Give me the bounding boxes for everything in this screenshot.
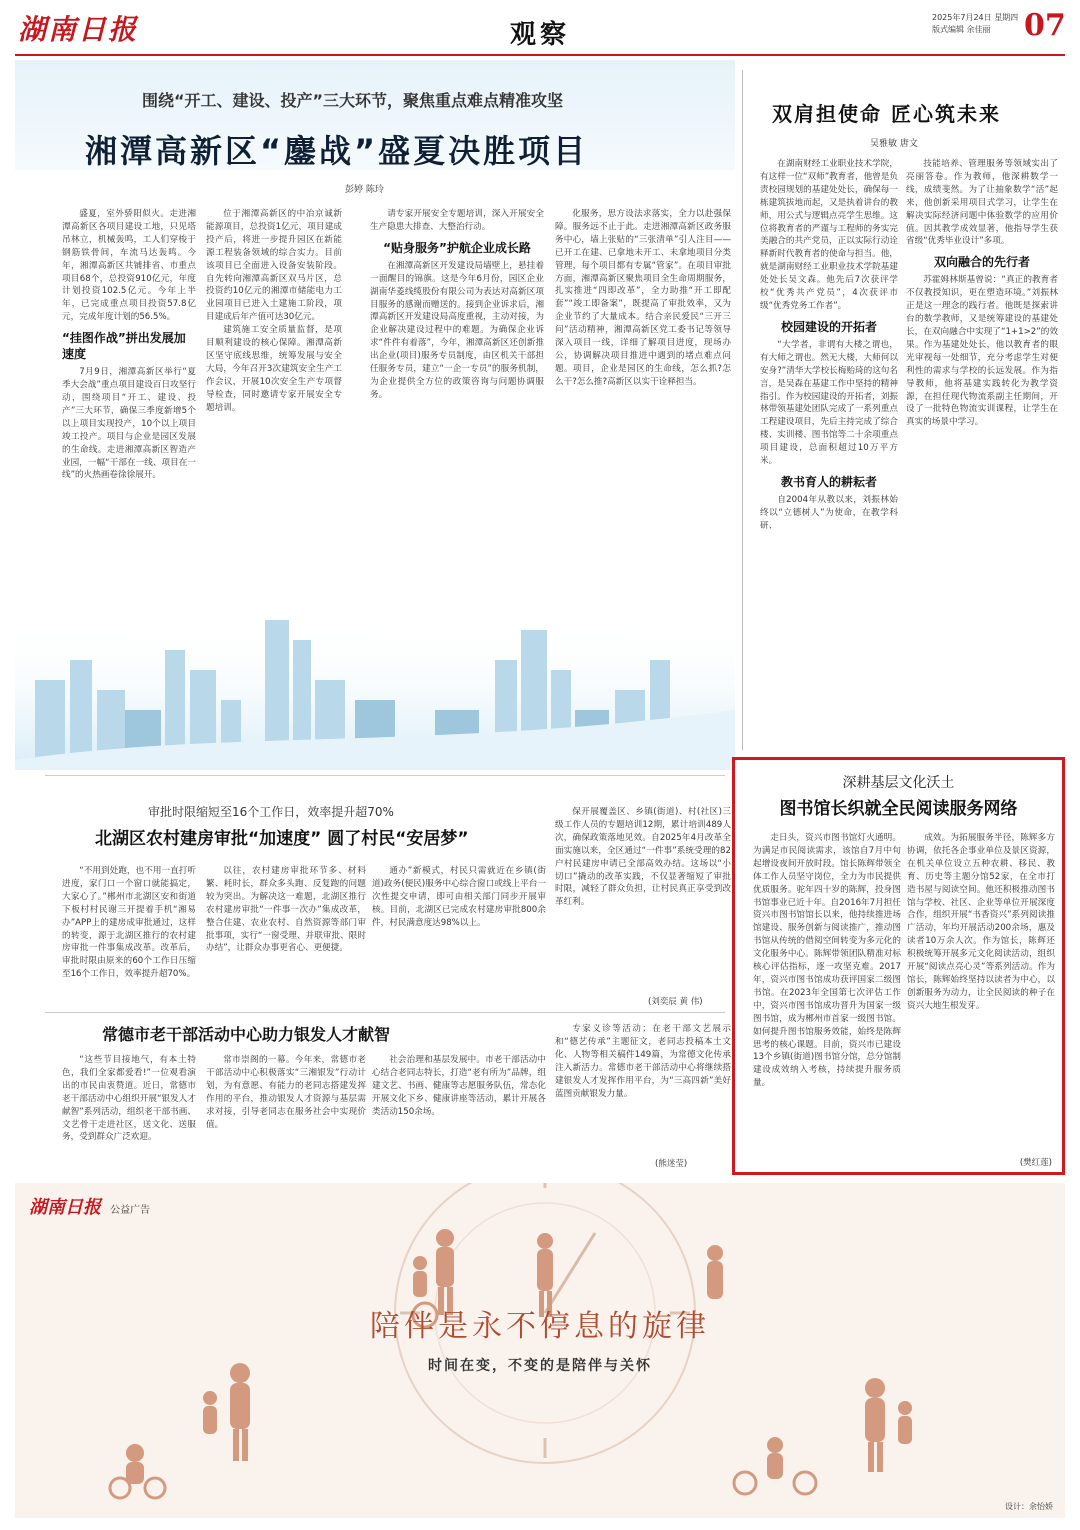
ad-paper-name: 湖南日报 — [29, 1197, 101, 1218]
story1-col2-text: 位于湘潭高新区的中冶京诚新能源项目，总投资1亿元，项目建成投产后，将进一步提升园区在新能源工程装备领域的综合实力。目前该项目已全面进入设备安装阶段。自先转向湘潭高新区双马片区，总投资约10亿元的湘潭市储能电力工业园项目已进入土建施工阶段，项目建成后年产值可达30亿元。 — [206, 209, 342, 323]
story5-col3 — [372, 1054, 546, 1154]
story2-col1-sub2: 教书育人的耕耘者 — [780, 474, 877, 489]
story1-col2b-text: 建筑施工安全质量监督，是项目顺利建设的核心保障。湘潭高新区坚守底线思维，统筹发展与安全大局，今年召开3次建筑安全生产工作会议，开展10次安全生产专项督导检查，同时邀请专家开展安全专题培训。 — [206, 325, 342, 413]
story1-col3b-text: 在湘潭高新区开发建设局墙壁上，悬挂着一面醒目的锦旗。这是今年6月份，园区企业湖南华菱线缆股份有限公司为表达对高新区项目服务的感谢而赠送的。接到企业诉求后，湘潭高新区开发建设局高度重视，主动对接，为企业解决建设过程中的难题。为确保企业诉求“件件有着落”，今年，湘潭高新区还创新推出企业(项目)服务专员制度，由区机关干部担任服务专员，建立“一企一专员”的服务机制，为企业提供全方位的政策咨询与问题协调服务。 — [370, 260, 544, 400]
story4-col2-text: 以往，农村建房审批环节多、材料繁、耗时长，群众多头跑、反复跑的问题较为突出。为解决这一难题，北湖区推行农村建房审批“一件事一次办”集成改革，整合住建、农业农村、自然资源等部门审批事项，实行“一窗受理、并联审批、限时办结”，让群众办事更省心、更便捷。 — [206, 866, 366, 954]
story4-col2 — [206, 865, 366, 995]
story4-top-rule — [45, 775, 725, 776]
story5-col4-text: 专家义诊等活动；在老干部文艺展示和“德艺传承”主题征文，老同志投稿本土文化、人物等相关稿件149篇，为常德文化传承注入新活力。常德市老干部活动中心将继续搭建银发人才发挥作用平台，为“三高四新”美好蓝图贡献银发力量。 — [555, 1024, 731, 1099]
story5-col1-text: “这些节目接地气，有本土特色，我们全家都爱看!”一位观看演出的市民由衷赞道。近日，常德市老干部活动中心组织开展“银发人才献智”系列活动，组织老干部书画、文艺骨干走进社区，送文化、送服务，受到群众广泛欢迎。 — [62, 1055, 196, 1143]
section-title: 观察 — [510, 20, 571, 50]
public-ad — [15, 1183, 1065, 1518]
story5-headline: 常德市老干部活动中心助力银发人才献智 — [102, 1025, 391, 1044]
story2-col1 — [760, 158, 898, 748]
story3-col2 — [907, 832, 1055, 1156]
story4-col3 — [372, 865, 546, 995]
story4-col4 — [555, 806, 731, 991]
story1-col1b-text: 7月9日，湘潭高新区举行“夏季大会战”重点项目建设百日攻坚行动，围绕项目“开工、建设、投产”三大环节，确保三季度新增5个以上项目实现投产，10个以上项目竣工投产。项目与企业是园区发展的生命线。走进湘潭高新区智造产业园，一幅“干部在一线、项目在一线”的火热画卷徐徐展开。 — [62, 367, 196, 481]
story3-kicker: 深耕基层文化沃土 — [842, 775, 955, 791]
story2-col1-sub: 校园建设的开拓者 — [780, 319, 877, 334]
story1-col3-text: 请专家开展安全专题培训，深入开展安全生产隐患大排查、大整治行动。 — [370, 209, 544, 232]
story5-col4 — [555, 1023, 731, 1151]
story1-col1-sub: “挂图作战”拼出发展加速度 — [62, 331, 186, 362]
editor-name: 余佳丽 — [966, 25, 991, 34]
story1-byline: 彭婷 陈玲 — [345, 185, 384, 195]
story5-col3-text: 社会治理和基层发展中。市老干部活动中心结合老同志特长，打造“老有所为”品牌，组建文艺、书画、健康等志愿服务队伍，常态化开展文化下乡、健康讲座等活动，累计开展各类活动150余场。 — [372, 1055, 546, 1117]
date-block — [932, 12, 1018, 36]
story4-headline: 北湖区农村建房审批“加速度” 圆了村民“安居梦” — [95, 829, 469, 849]
story1-col3-sub: “贴身服务”护航企业成长路 — [383, 240, 531, 255]
story3-col2-text: 成效。为拓展服务半径，陈辉多方协调，依托各企事业单位及景区资源，在机关单位设立五种农耕、移民、教育、历史等主题分馆52家，在全市打造书屋与阅读空间。他还积极推动图书馆与学校、社区、企业等单位开展深度合作，组织开展“书香资兴”系列阅读推广活动，年均开展活动200余场，惠及读者10万余人次。作为馆长，陈辉还积极统筹开展多元文化阅读活动，组织开展“阅读点亮心灵”等系列活动。作为馆长，陈辉始终坚持以读者为中心，以创新服务为动力，让全民阅读的种子在资兴大地生根发芽。 — [907, 833, 1055, 1011]
city-skyline-illustration — [15, 560, 735, 770]
ad-designer: 设计：余怡娇 — [1005, 1502, 1053, 1511]
story2-col1-text: 在湖南财经工业职业技术学院，有这样一位“双师”教育者，他曾是负责校园规划的基建处处长，确保每一栋建筑拔地而起，又是执着讲台的教师，用公式与逻辑点亮学生思维。这位将教育者的严谨与工程师的务实完美融合的共产党员，正以实际行动诠释新时代教育者的使命与担当。他，就是湖南财经工业职业技术学院基建处处长吴文森。他先后7次获评学校“优秀共产党员”，4次获评市级“优秀党务工作者”。 — [760, 159, 898, 311]
story2-byline: 吴雅敏 唐文 — [870, 139, 918, 149]
story3-col1 — [753, 832, 901, 1170]
weekday: 星期四 — [994, 13, 1019, 22]
story1-headline: 湘潭高新区“鏖战”盛夏决胜项目 — [85, 132, 589, 170]
issue-date: 2025年7月24日 — [932, 13, 992, 22]
story5-credit: (熊迷莹) — [655, 1159, 688, 1169]
story5-col2 — [206, 1054, 366, 1154]
ad-label: 公益广告 — [110, 1205, 151, 1216]
story2-col2b-text: 苏霍姆林斯基曾说：“真正的教育者不仅教授知识，更在塑造环境。”刘振林正是这一理念的践行者。他既是探索讲台的数学教师，又是统筹建设的基建处长，在双向融合中实现了“1+1>2”的效果。作为基建处处长，他以教育者的眼光审视每一处细节，充分考虑学生对便利性的需求与学校的长远发展。作为指导教师，他将基建实践转化为教学资源，在担任现代物流系副主任期间，开设了一批特色物流实训课程，让学生在真实的场景中学习。 — [906, 275, 1058, 428]
ad-title: 陪伴是永不停息的旋律 — [370, 1309, 710, 1344]
paper-logo: 湖南日报 — [18, 13, 139, 46]
story4-col3-text: 通办”新模式，村民只需就近在乡镇(街道)政务(便民)服务中心综合窗口或线上平台一次性提交申请，即可由相关部门同步开展审核。目前，北湖区已完成农村建房审批800余件，村民满意度达98%以上。 — [372, 866, 546, 928]
family-silhouettes — [15, 1183, 1065, 1518]
story2-col2 — [906, 158, 1058, 748]
story4-col1 — [62, 865, 196, 995]
editor-label: 版式编辑 — [932, 25, 964, 34]
story4-credit: (刘奕辰 黄 伟) — [648, 997, 703, 1007]
story2-col1c-text: 自2004年从教以来，刘振林始终以“立德树人”为使命，在教学科研、 — [760, 494, 898, 531]
story2-col2-sub: 双向融合的先行者 — [933, 255, 1030, 270]
story4-col1-text: “不用到处跑，也不用一直打听进度，家门口一个窗口就能搞定，大家心了。”郴州市北湖区安和街道下板村村民谢三开提着手机“湘易办”APP上的建房成审批通过，这样的转变，源于北湖区推行的农村建房审批一件事集成改革。改革后，审批时限由原来的60个工作日压缩至16个工作日，效率提升超70%。 — [62, 866, 196, 980]
story3-headline: 图书馆长织就全民阅读服务网络 — [779, 799, 1018, 819]
story1-col1-text: 盛夏，室外骄阳似火。走进湘潭高新区各项目建设工地，只见塔吊林立，机械轰鸣，工人们穿梭于钢筋铁骨间，车流马达轰鸣。今年，湘潭高新区共铺排省、市重点项目68个，总投资910亿元，年度计划投资102.5亿元。今年上半年，已完成重点项目投资57.8亿元，完成年度计划的56.5%。 — [62, 209, 196, 323]
story2-col2-text: 技能培养、管理服务等领域实出了亮丽答卷。作为教师，他深耕数学一线，成绩斐然。为了让抽象数学“活”起来，他创新采用项目式学习，让学生在解决实际经济问题中体验数学的应用价值。因其教学成效显著，他指导学生获省级“优秀毕业设计”多项。 — [906, 159, 1058, 247]
story2-headline: 双肩担使命 匠心筑未来 — [772, 102, 1001, 126]
ad-subtitle: 时间在变，不变的是陪伴与关怀 — [428, 1358, 652, 1374]
story1-header — [15, 60, 735, 170]
story1-kicker: 围绕“开工、建设、投产”三大环节，聚焦重点难点精准攻坚 — [142, 91, 564, 110]
story5-col1 — [62, 1054, 196, 1154]
story5-col2-text: 常市崇阁的一幕。今年来，常德市老干部活动中心积极落实“三湘银发”行动计划，为有意愿、有能力的老同志搭建发挥作用的平台，推动银发人才资源与基层需求对接，引导老同志在服务社会中实现价值。 — [206, 1055, 366, 1130]
masthead — [0, 0, 1080, 58]
story3-col1-text: 走日头，资兴市图书馆灯火通明。为满足市民阅读需求，该馆自7月中旬起增设夜间开放时段。馆长陈辉带领全体工作人员坚守岗位，全力为市民提供优质服务。驼年四十岁的陈辉，投身图书馆事业已近十年。自2016年7月担任资兴市图书馆馆长以来，他持续推进场馆建设、服务创新与阅读推广，推动图书馆从传统的借阅空间转变为多元化的文化服务中心。陈辉带领团队精准对标核心评估指标，逐一攻坚克难。2017年，资兴市图书馆成功获评国家二级图书馆。在2023年全国第七次评估工作中，资兴市图书馆成功晋升为国家一级图书馆，成为郴州市首家一级图书馆。如何提升图书馆服务效能，始终是陈辉思考的核心课题。目前，资兴市已建设13个乡镇(街道)图书馆分馆，总分馆制建设成效纳入考核，持续提升服务质量。 — [753, 833, 901, 1089]
masthead-rule — [15, 54, 1065, 56]
story5-top-rule — [45, 1012, 725, 1013]
column-divider — [742, 70, 743, 750]
story3-box — [732, 757, 1065, 1175]
story3-credit: (樊红莲) — [1019, 1158, 1052, 1168]
story1-col4-text: 化服务，思方设法求落实，全力以赴强保障。服务远不止于此。走进湘潭高新区政务服务中心，墙上张贴的“三张清单”引人注目——已开工在建、已拿地未开工、未拿地项目分类管理，每个项目都有专属“管家”。在项目审批方面，湘潭高新区聚焦项目全生命周期服务，扎实推进“四即改革”，全力助推“开工即配套”“竣工即备案”，既提高了审批效率，又为企业节约了大量成本。结合亲民爱民“三开三问”活动精神，湘潭高新区党工委书记等领导深入项目一线，详细了解项目进度，现场办公，协调解决项目推进中遇到的堵点难点问题。项目，企业是园区的生命线，怎么抓?怎么干?怎么推?高新区以实干诠释担当。 — [555, 209, 731, 387]
story4-col4-text: 保开展覆盖区、乡镇(街道)、村(社区)三级工作人员的专题培训12期，累计培训489人次，确保政策落地见效。自2025年4月改革全面实施以来，全区通过“一件事”系统受理的82户村民建房申请已全部高效办结。这场以“小切口”撬动的改革实践，不仅显著缩短了审批时限，减轻了群众负担，让村民真正享受到改革红利。 — [555, 807, 731, 908]
story2-col1b-text: “大学者，非谓有大楼之谓也，有大师之谓也。然无大楼，大师何以安身?”清华大学校长梅贻琦的这句名言，是吴森在基建工作中坚持的精神指引。作为校园建设的开拓者，刘振林带领基建处团队完成了一系列重点工程建设项目，先后主持完成了综合楼、实训楼、图书馆等二十余项重点项目建设，总面积超过10万平方米。 — [760, 339, 898, 467]
page-number: 07 — [1024, 8, 1066, 43]
story4-kicker: 审批时限缩短至16个工作日，效率提升超70% — [148, 805, 394, 819]
